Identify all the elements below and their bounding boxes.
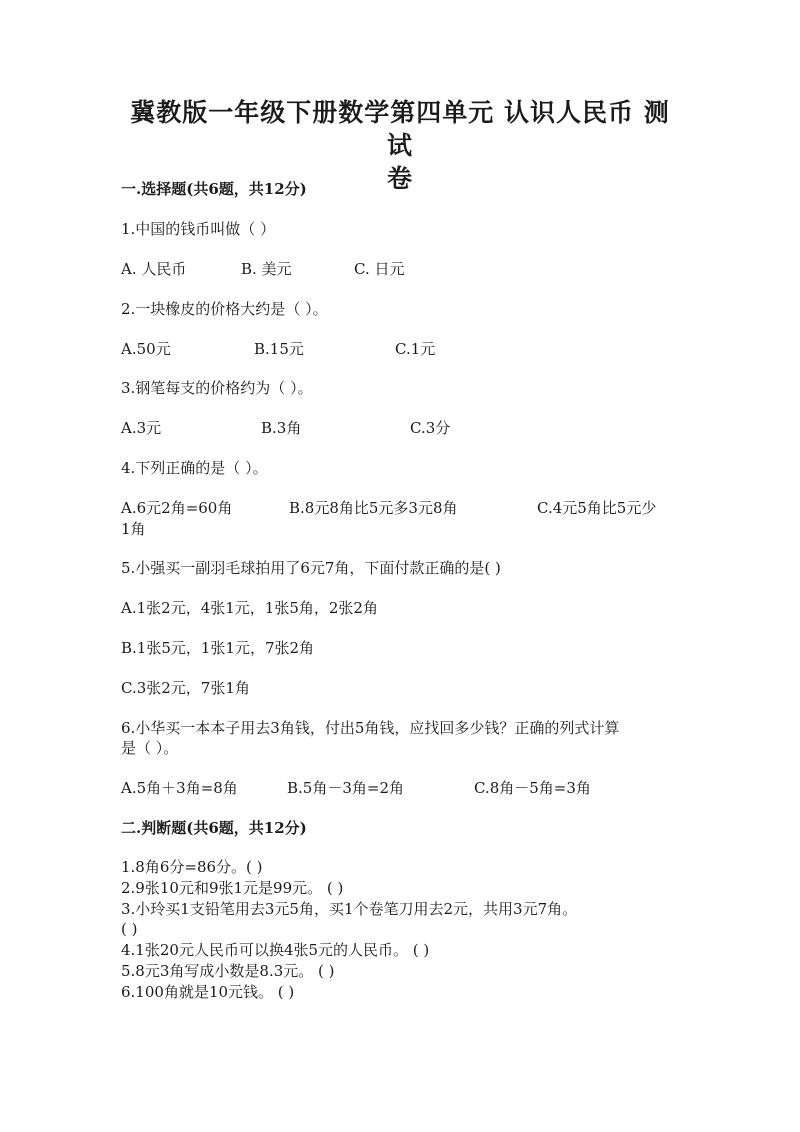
exam-title-line1: 冀教版一年级下册数学第四单元 认识人民币 测试 — [130, 98, 670, 160]
question-1-stem: 1.中国的钱币叫做（ ） — [121, 220, 276, 238]
question-1-option-a: A. 人民币 — [121, 260, 187, 278]
question-2-option-a: A.50元 — [121, 340, 171, 358]
question-4-option-c-continuation: 1角 — [121, 520, 146, 538]
judgement-item-5: 5.8元3角写成小数是8.3元。 ( ) — [121, 962, 335, 980]
judgement-item-6: 6.100角就是10元钱。 ( ) — [121, 983, 295, 1001]
exam-title-line2: 卷 — [386, 164, 413, 193]
judgement-item-1: 1.8角6分=86分。( ) — [121, 858, 263, 876]
judgement-item-3-blank: ( ) — [121, 920, 138, 938]
question-5-option-c: C.3张2元，7张1角 — [121, 679, 250, 697]
question-3-option-c: C.3分 — [410, 419, 451, 437]
question-4-option-c: C.4元5角比5元少 — [537, 499, 657, 517]
question-4-option-b: B.8元8角比5元多3元8角 — [289, 499, 458, 517]
question-6-option-c: C.8角－5角=3角 — [474, 779, 591, 797]
question-4-option-a: A.6元2角=60角 — [121, 499, 233, 517]
question-5-option-b: B.1张5元，1张1元，7张2角 — [121, 639, 315, 657]
judgement-item-2: 2.9张10元和9张1元是99元。 ( ) — [121, 879, 344, 897]
question-6-option-b: B.5角－3角=2角 — [287, 779, 404, 797]
question-3-option-a: A.3元 — [121, 419, 162, 437]
question-6-stem-line2: 是（ ）。 — [121, 739, 179, 757]
question-2-option-b: B.15元 — [254, 340, 304, 358]
judgement-item-3: 3.小玲买1支铅笔用去3元5角，买1个卷笔刀用去2元，共用3元7角。 — [121, 900, 578, 918]
question-2-option-c: C.1元 — [395, 340, 436, 358]
question-1-option-b: B. 美元 — [241, 260, 292, 278]
question-5-option-a: A.1张2元，4张1元，1张5角，2张2角 — [121, 599, 378, 617]
question-6-stem-line1: 6.小华买一本本子用去3角钱，付出5角钱，应找回多少钱？正确的列式计算 — [121, 719, 620, 737]
question-2-stem: 2.一块橡皮的价格大约是（ ）。 — [121, 300, 328, 318]
question-6-option-a: A.5角＋3角=8角 — [121, 779, 238, 797]
section-heading-choice: 一.选择题(共6题，共12分) — [121, 180, 307, 198]
section-heading-judgement: 二.判断题(共6题，共12分) — [121, 819, 307, 837]
judgement-item-4: 4.1张20元人民币可以换4张5元的人民币。 ( ) — [121, 941, 430, 959]
question-4-stem: 4.下列正确的是（ ）。 — [121, 459, 268, 477]
question-3-option-b: B.3角 — [261, 419, 302, 437]
question-1-option-c: C. 日元 — [354, 260, 405, 278]
question-5-stem: 5.小强买一副羽毛球拍用了6元7角，下面付款正确的是( ) — [121, 559, 501, 577]
question-3-stem: 3.钢笔每支的价格约为（ ）。 — [121, 379, 313, 397]
